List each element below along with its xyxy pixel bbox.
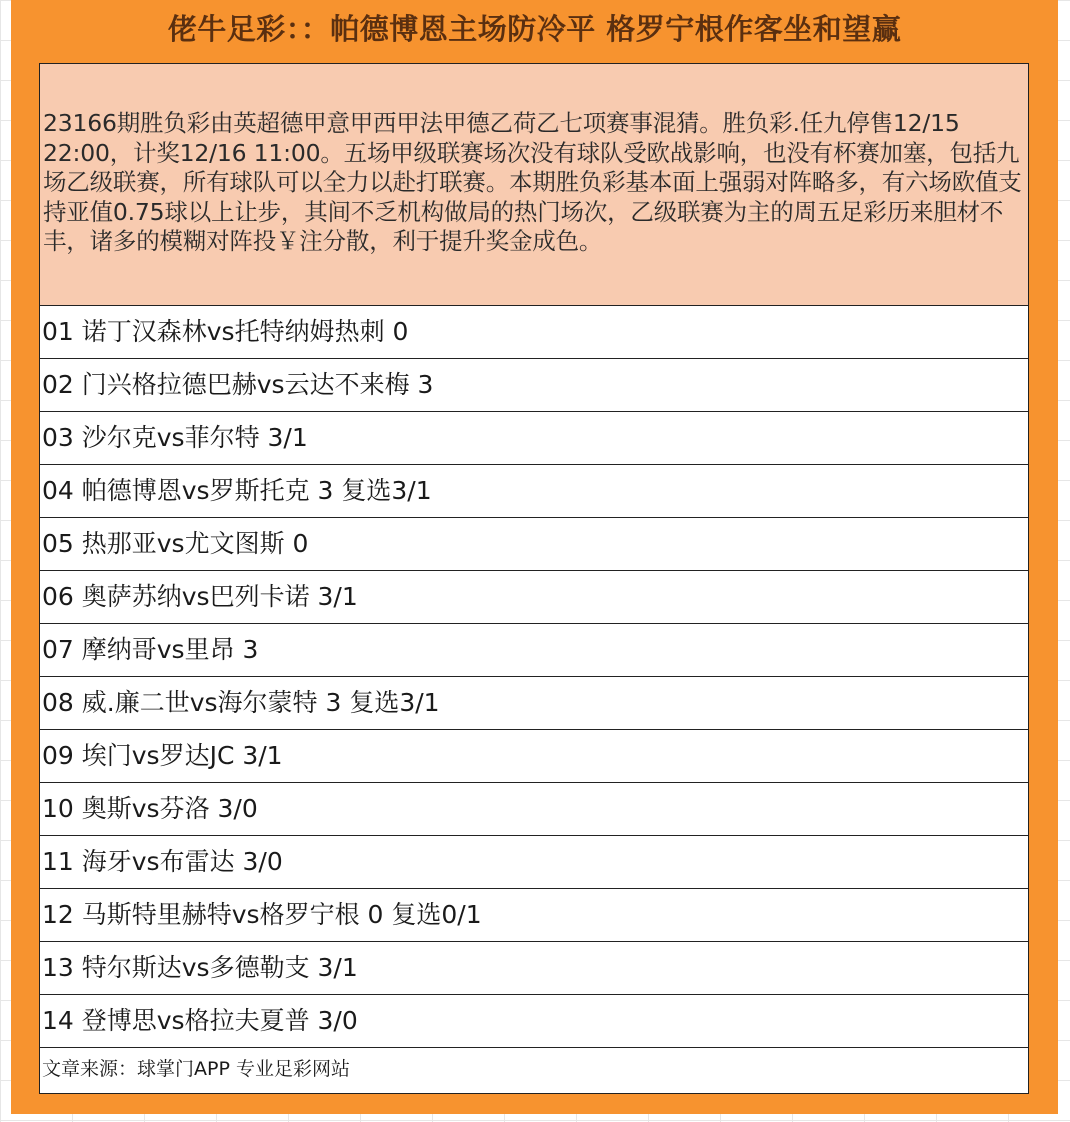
match-row: 12 马斯特里赫特vs格罗宁根 0 复选0/1 [40, 889, 1028, 942]
match-row: 14 登博思vs格拉夫夏普 3/0 [40, 995, 1028, 1048]
source-footer: 文章来源：球掌门APP 专业足彩网站 [42, 1058, 350, 1080]
match-row: 07 摩纳哥vs里昂 3 [40, 624, 1028, 677]
match-row: 10 奥斯vs芬洛 3/0 [40, 783, 1028, 836]
match-row: 08 威.廉二世vs海尔蒙特 3 复选3/1 [40, 677, 1028, 730]
article-title: 佬牛足彩：：帕德博恩主场防冷平 格罗宁根作客坐和望赢 [167, 12, 902, 46]
content-table [39, 63, 1029, 1094]
article-card [11, 0, 1058, 1114]
match-row: 13 特尔斯达vs多德勒支 3/1 [40, 942, 1028, 995]
match-row: 02 门兴格拉德巴赫vs云达不来梅 3 [40, 359, 1028, 412]
match-row: 04 帕德博恩vs罗斯托克 3 复选3/1 [40, 465, 1028, 518]
match-row: 01 诺丁汉森林vs托特纳姆热刺 0 [40, 306, 1028, 359]
match-row: 09 埃门vs罗达JC 3/1 [40, 730, 1028, 783]
match-row: 11 海牙vs布雷达 3/0 [40, 836, 1028, 889]
match-row: 05 热那亚vs尤文图斯 0 [40, 518, 1028, 571]
match-row: 03 沙尔克vs菲尔特 3/1 [40, 412, 1028, 465]
match-list [40, 306, 1028, 1048]
intro-paragraph: 23166期胜负彩由英超德甲意甲西甲法甲德乙荷乙七项赛事混猜。胜负彩.任九停售12/15 22:00，计奖12/16 11:00。五场甲级联赛场次没有球队受欧战影响，也没有杯赛加塞，包括九场乙级联赛，所有球队可以全力以赴打联赛。本期胜负彩基本面上强弱对阵略多，有六场欧值支持亚值0.75球以上让步，其间不乏机构做局的热门场次，乙级联赛为主的周五足彩历来胆材不丰，诸多的模糊对阵投￥注分散，利于提升奖金成色。 [40, 64, 1028, 306]
match-row: 06 奥萨苏纳vs巴列卡诺 3/1 [40, 571, 1028, 624]
